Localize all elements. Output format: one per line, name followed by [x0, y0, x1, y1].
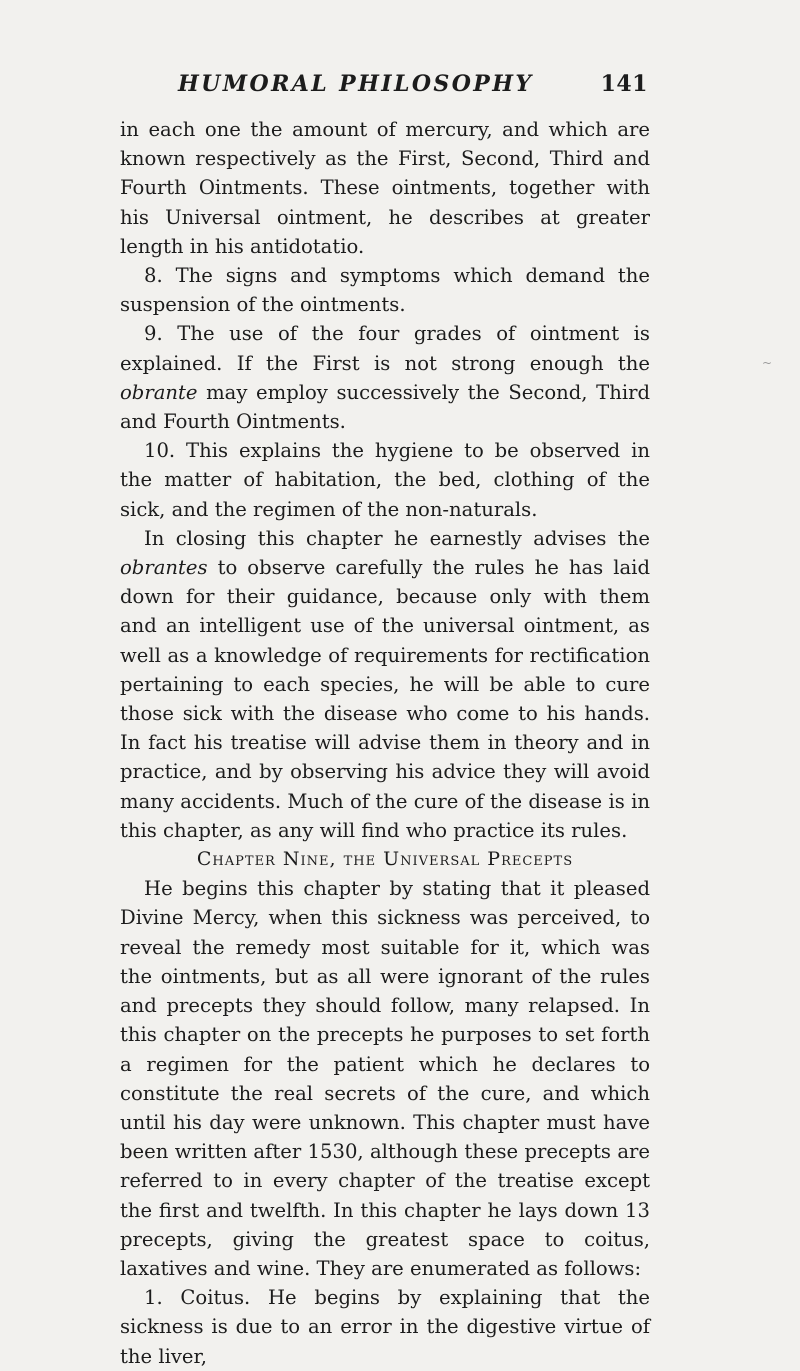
paragraph: [120, 874, 650, 1283]
text-run: Chapter Nine, the Universal Precepts: [196, 848, 574, 871]
body-text: [120, 115, 650, 1371]
text-run: 10. This explains the hygiene to be observed in the matter of habitation, the bed, clothing of the sick, and the regimen of the non-naturals.: [120, 439, 650, 521]
text-run: 9. The use of the four grades of ointment is explained. If the First is not strong enough the: [120, 322, 650, 375]
italic-term: obrantes: [120, 556, 208, 580]
paragraph: [120, 1283, 650, 1371]
text-run: 1. Coitus. He begins by explaining that the sickness is due to an error in the digestive virtue of the liver,: [120, 1286, 650, 1368]
running-title: HUMORAL PHILOSOPHY: [178, 71, 534, 97]
running-head: [178, 71, 648, 101]
text-run: In closing this chapter he earnestly advises the: [144, 526, 650, 550]
margin-mark: ~: [762, 356, 773, 370]
chapter-heading: [120, 845, 650, 874]
text-run: He begins this chapter by stating that it pleased Divine Mercy, when this sickness was perceived, to reveal the remedy most suitable for it, which was the ointments, but as all were ignorant of the rules and precepts they should follow, many relapsed. In this chapter on the precepts he purposes to set forth a regimen for the patient which he declares to constitute the real secrets of the cure, and which until his day were unknown. This chapter must have been written after 1530, although these precepts are referred to in every chapter of the treatise except the first and twelfth. In this chapter he lays down 13 precepts, giving the greatest space to coitus, laxatives and wine. They are enumerated as follows:: [120, 877, 650, 1280]
paragraph: [120, 319, 650, 436]
text-run: 8. The signs and symptoms which demand the suspension of the ointments.: [120, 264, 650, 317]
paragraph: [120, 115, 650, 261]
text-run: in each one the amount of mercury, and which are known respectively as the First, Second, Third and Fourth Ointments. These ointments, together with his Universal ointment, he describes at greater length in his antidotatio.: [120, 118, 650, 258]
text-run: may employ successively the Second, Third and Fourth Ointments.: [120, 380, 650, 434]
text-run: to observe carefully the rules he has laid down for their guidance, because only with them and an intelligent use of the universal ointment, as well as a knowledge of requirements for rectification pertaining to each species, he will be able to cure those sick with the disease who come to his hands. In fact his treatise will advise them in theory and in practice, and by observing his advice they will avoid many accidents. Much of the cure of the disease is in this chapter, as any will find who practice its rules.: [120, 556, 650, 842]
paragraph: [120, 436, 650, 524]
page-number: 141: [600, 71, 648, 97]
italic-term: obrante: [120, 380, 198, 404]
paragraph: [120, 261, 650, 319]
paragraph: [120, 524, 650, 845]
